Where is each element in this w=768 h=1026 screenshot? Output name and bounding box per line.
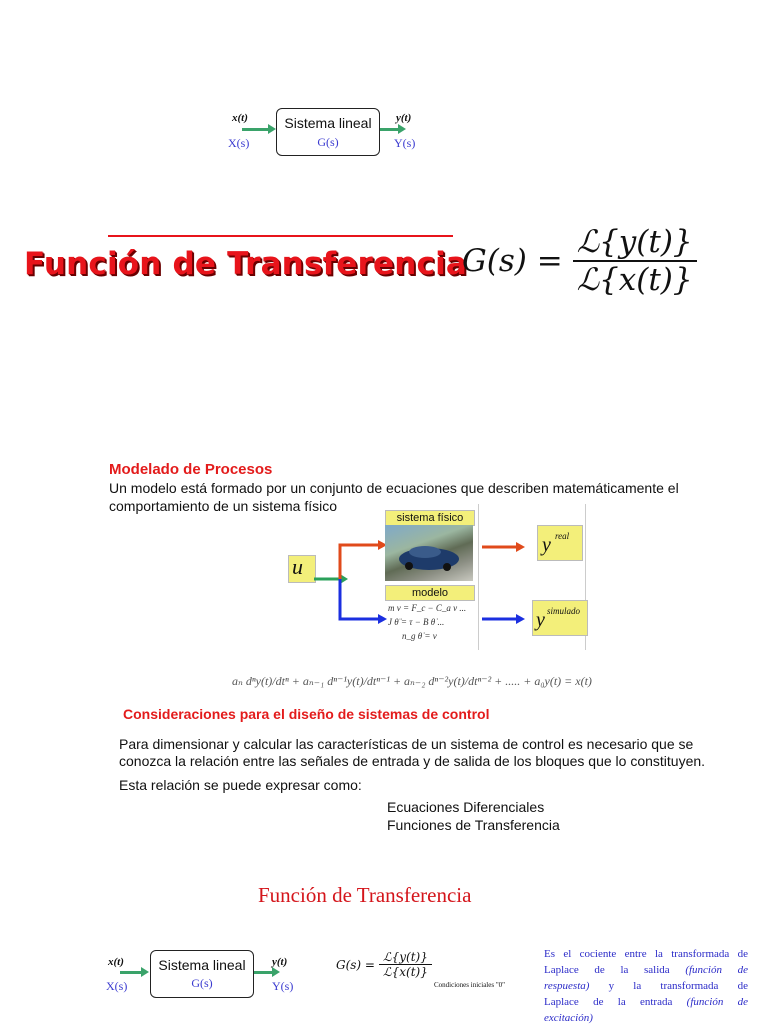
- bottom-formula-denominator: ℒ{x(t)}: [382, 965, 428, 979]
- modelado-line2: comportamiento de un sistema físico: [109, 498, 337, 514]
- modelo-label: modelo: [385, 585, 475, 601]
- model-eq-1: m v = F_c − C_a v ...: [388, 603, 467, 613]
- y-real-label: y: [542, 534, 551, 556]
- modelado-line1: Un modelo está formado por un conjunto de ecuaciones que describen matemáticamente el: [109, 480, 679, 496]
- consideraciones-p3: Esta relación se puede expresar como:: [119, 777, 362, 793]
- bottom-output-time: y(t): [272, 956, 288, 968]
- block-sub: G(s): [317, 135, 339, 149]
- definition-line-4: [544, 994, 748, 1010]
- option-ecuaciones: Ecuaciones Diferenciales: [387, 799, 545, 815]
- y-sim-box: [532, 600, 588, 636]
- bottom-block-title: Sistema lineal: [158, 957, 246, 973]
- definition-line-3b: y la transformada de: [589, 980, 748, 992]
- split-arrows: [300, 535, 390, 630]
- definition-line-4b: (función de: [686, 996, 748, 1008]
- input-u-label: u: [292, 554, 303, 579]
- bottom-formula-fraction: [379, 950, 432, 979]
- transfer-formula: [462, 224, 697, 298]
- definition-line-2b: (función de: [685, 964, 748, 976]
- y-sim-label: y: [536, 609, 545, 631]
- initial-conditions-note: Condiciones iniciales "0": [434, 981, 506, 989]
- consideraciones-heading: Consideraciones para el diseño de sistemas de control: [123, 706, 490, 722]
- bottom-input-arrow: [120, 971, 142, 974]
- consideraciones-p1: Para dimensionar y calcular las características de un sistema de control es necesario que se: [119, 736, 694, 752]
- bottom-formula-lhs: G(s) =: [336, 957, 375, 972]
- definition-line-2a: Laplace de la salida: [544, 964, 686, 976]
- bottom-title: Función de Transferencia: [258, 883, 472, 907]
- bottom-formula-numerator: ℒ{y(t)}: [382, 950, 428, 964]
- y-real-box: [537, 525, 583, 561]
- model-eq-2: J θ̈ = τ − B θ̇ ...: [388, 617, 445, 627]
- output-arrows: [478, 535, 538, 630]
- option-funciones: Funciones de Transferencia: [387, 817, 560, 833]
- formula-fraction: [573, 224, 697, 298]
- modelado-heading: Modelado de Procesos: [109, 461, 273, 478]
- output-arrow-head: [398, 124, 406, 134]
- model-eq-3: n_g θ̇ = v: [402, 631, 437, 641]
- output-time-label: y(t): [396, 112, 412, 124]
- title-underline: [108, 235, 453, 237]
- bottom-output-s: Y(s): [272, 979, 294, 993]
- system-block: [276, 108, 380, 156]
- output-arrow: [380, 128, 400, 131]
- definition-line-3: [544, 978, 748, 994]
- bottom-input-s: X(s): [106, 979, 128, 993]
- input-time-label: x(t): [232, 112, 248, 124]
- definition-line-1: Es el cociente entre la transformada de: [544, 948, 748, 960]
- formula-lhs: G(s) =: [462, 243, 563, 279]
- definition-text: [544, 946, 748, 1026]
- input-s-label: X(s): [228, 136, 250, 150]
- block-title: Sistema lineal: [284, 115, 372, 131]
- definition-line-5: excitación): [544, 1012, 593, 1024]
- definition-line-2: [544, 962, 748, 978]
- sistema-fisico-label: sistema físico: [385, 510, 475, 526]
- definition-line-3a: respuesta): [544, 980, 590, 992]
- output-s-label: Y(s): [394, 136, 416, 150]
- bottom-block-sub: G(s): [191, 976, 213, 990]
- bottom-output-arrow: [254, 971, 274, 974]
- car-shape: [385, 525, 473, 581]
- differential-equation: aₙ dⁿy(t)/dtⁿ + aₙ₋₁ dⁿ⁻¹y(t)/dtⁿ⁻¹ + aₙ₋₂ dⁿ⁻²y(t)/dtⁿ⁻² + ..... + a₀y(t) = x(t): [232, 674, 592, 688]
- model-equations: [388, 601, 474, 647]
- y-real-sup: real: [555, 531, 570, 541]
- bottom-formula: [336, 950, 432, 979]
- consideraciones-p2: conozca la relación entre las señales de entrada y de salida de los bloques que lo constituyen.: [119, 753, 706, 769]
- formula-numerator: ℒ{y(t)}: [576, 224, 693, 260]
- car-photo: [385, 525, 473, 581]
- definition-line-4a: Laplace de la entrada: [544, 996, 687, 1008]
- input-arrow: [242, 128, 270, 131]
- bottom-input-arrow-head: [141, 967, 149, 977]
- bottom-output-arrow-head: [272, 967, 280, 977]
- bottom-input-time: x(t): [108, 956, 124, 968]
- y-sim-sup: simulado: [547, 606, 581, 616]
- input-arrow-head: [268, 124, 276, 134]
- formula-denominator: ℒ{x(t)}: [576, 262, 693, 298]
- bottom-system-block: [150, 950, 254, 998]
- page-title: Función de Transferencia: [24, 246, 468, 282]
